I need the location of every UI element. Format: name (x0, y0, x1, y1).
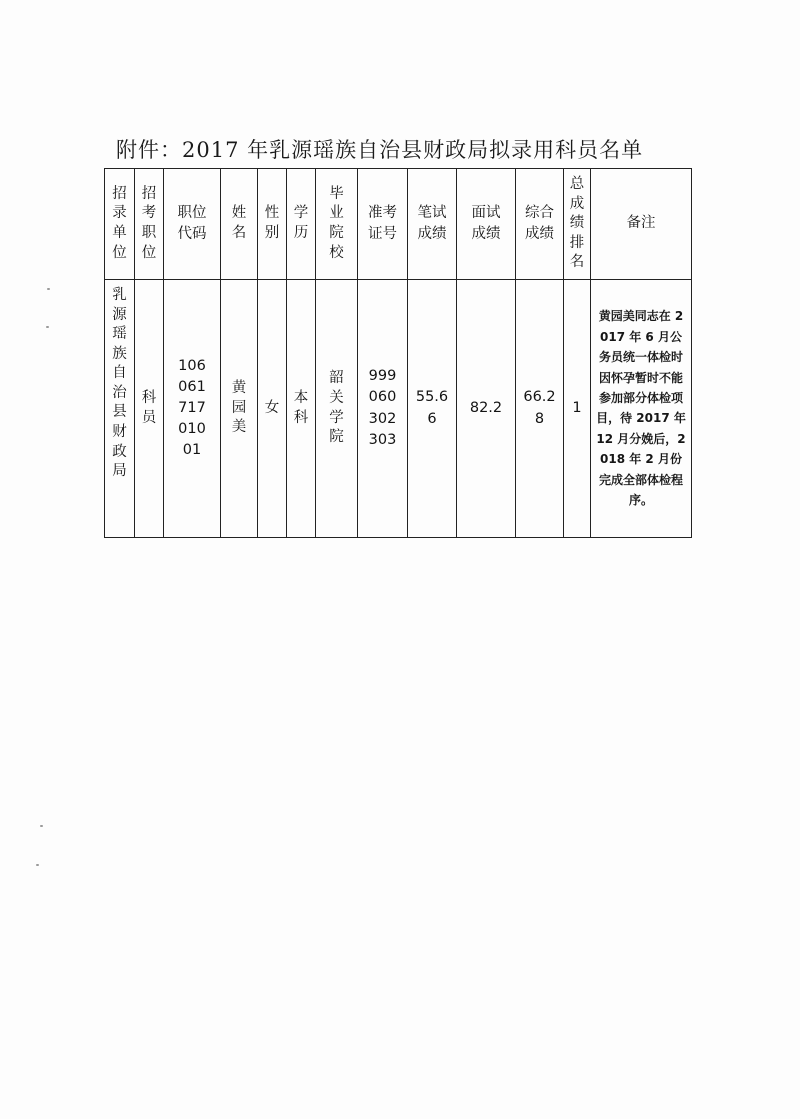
candidate-table (104, 168, 692, 538)
header-composite-score: 综合成绩 (516, 169, 564, 280)
cell-exam-id: 999060302303 (358, 280, 408, 538)
header-school: 毕业院校 (316, 169, 358, 280)
header-position: 招考职位 (135, 169, 164, 280)
cell-gender: 女 (258, 280, 287, 538)
header-name: 姓名 (221, 169, 258, 280)
scan-speck (40, 825, 43, 827)
cell-education: 本科 (287, 280, 316, 538)
table-header-row (105, 169, 692, 280)
header-remark: 备注 (591, 169, 692, 280)
scan-speck (36, 864, 39, 866)
cell-remark: 黄园美同志在 2017 年 6 月公务员统一体检时因怀孕暂时不能参加部分体检项目，待 2017 年 12 月分娩后，2018 年 2 月份完成全部体检程序。 (591, 280, 692, 538)
cell-rank: 1 (564, 280, 591, 538)
cell-school: 韶关学院 (316, 280, 358, 538)
header-exam-id: 准考证号 (358, 169, 408, 280)
header-position-code: 职位代码 (164, 169, 221, 280)
cell-position: 科员 (135, 280, 164, 538)
document-title: 附件：2017 年乳源瑶族自治县财政局拟录用科员名单 (116, 138, 644, 162)
cell-composite-score: 66.28 (516, 280, 564, 538)
header-interview-score: 面试成绩 (457, 169, 516, 280)
header-unit: 招录单位 (105, 169, 135, 280)
table-row (105, 280, 692, 538)
cell-written-score: 55.66 (408, 280, 457, 538)
cell-name: 黄园美 (221, 280, 258, 538)
cell-unit: 乳源瑶族自治县财政局 (105, 280, 135, 538)
scan-speck (46, 326, 49, 328)
scan-speck (47, 288, 50, 290)
header-written-score: 笔试成绩 (408, 169, 457, 280)
header-education: 学历 (287, 169, 316, 280)
header-gender: 性别 (258, 169, 287, 280)
header-rank: 总成绩排名 (564, 169, 591, 280)
cell-position-code: 10606171701001 (164, 280, 221, 538)
cell-interview-score: 82.2 (457, 280, 516, 538)
